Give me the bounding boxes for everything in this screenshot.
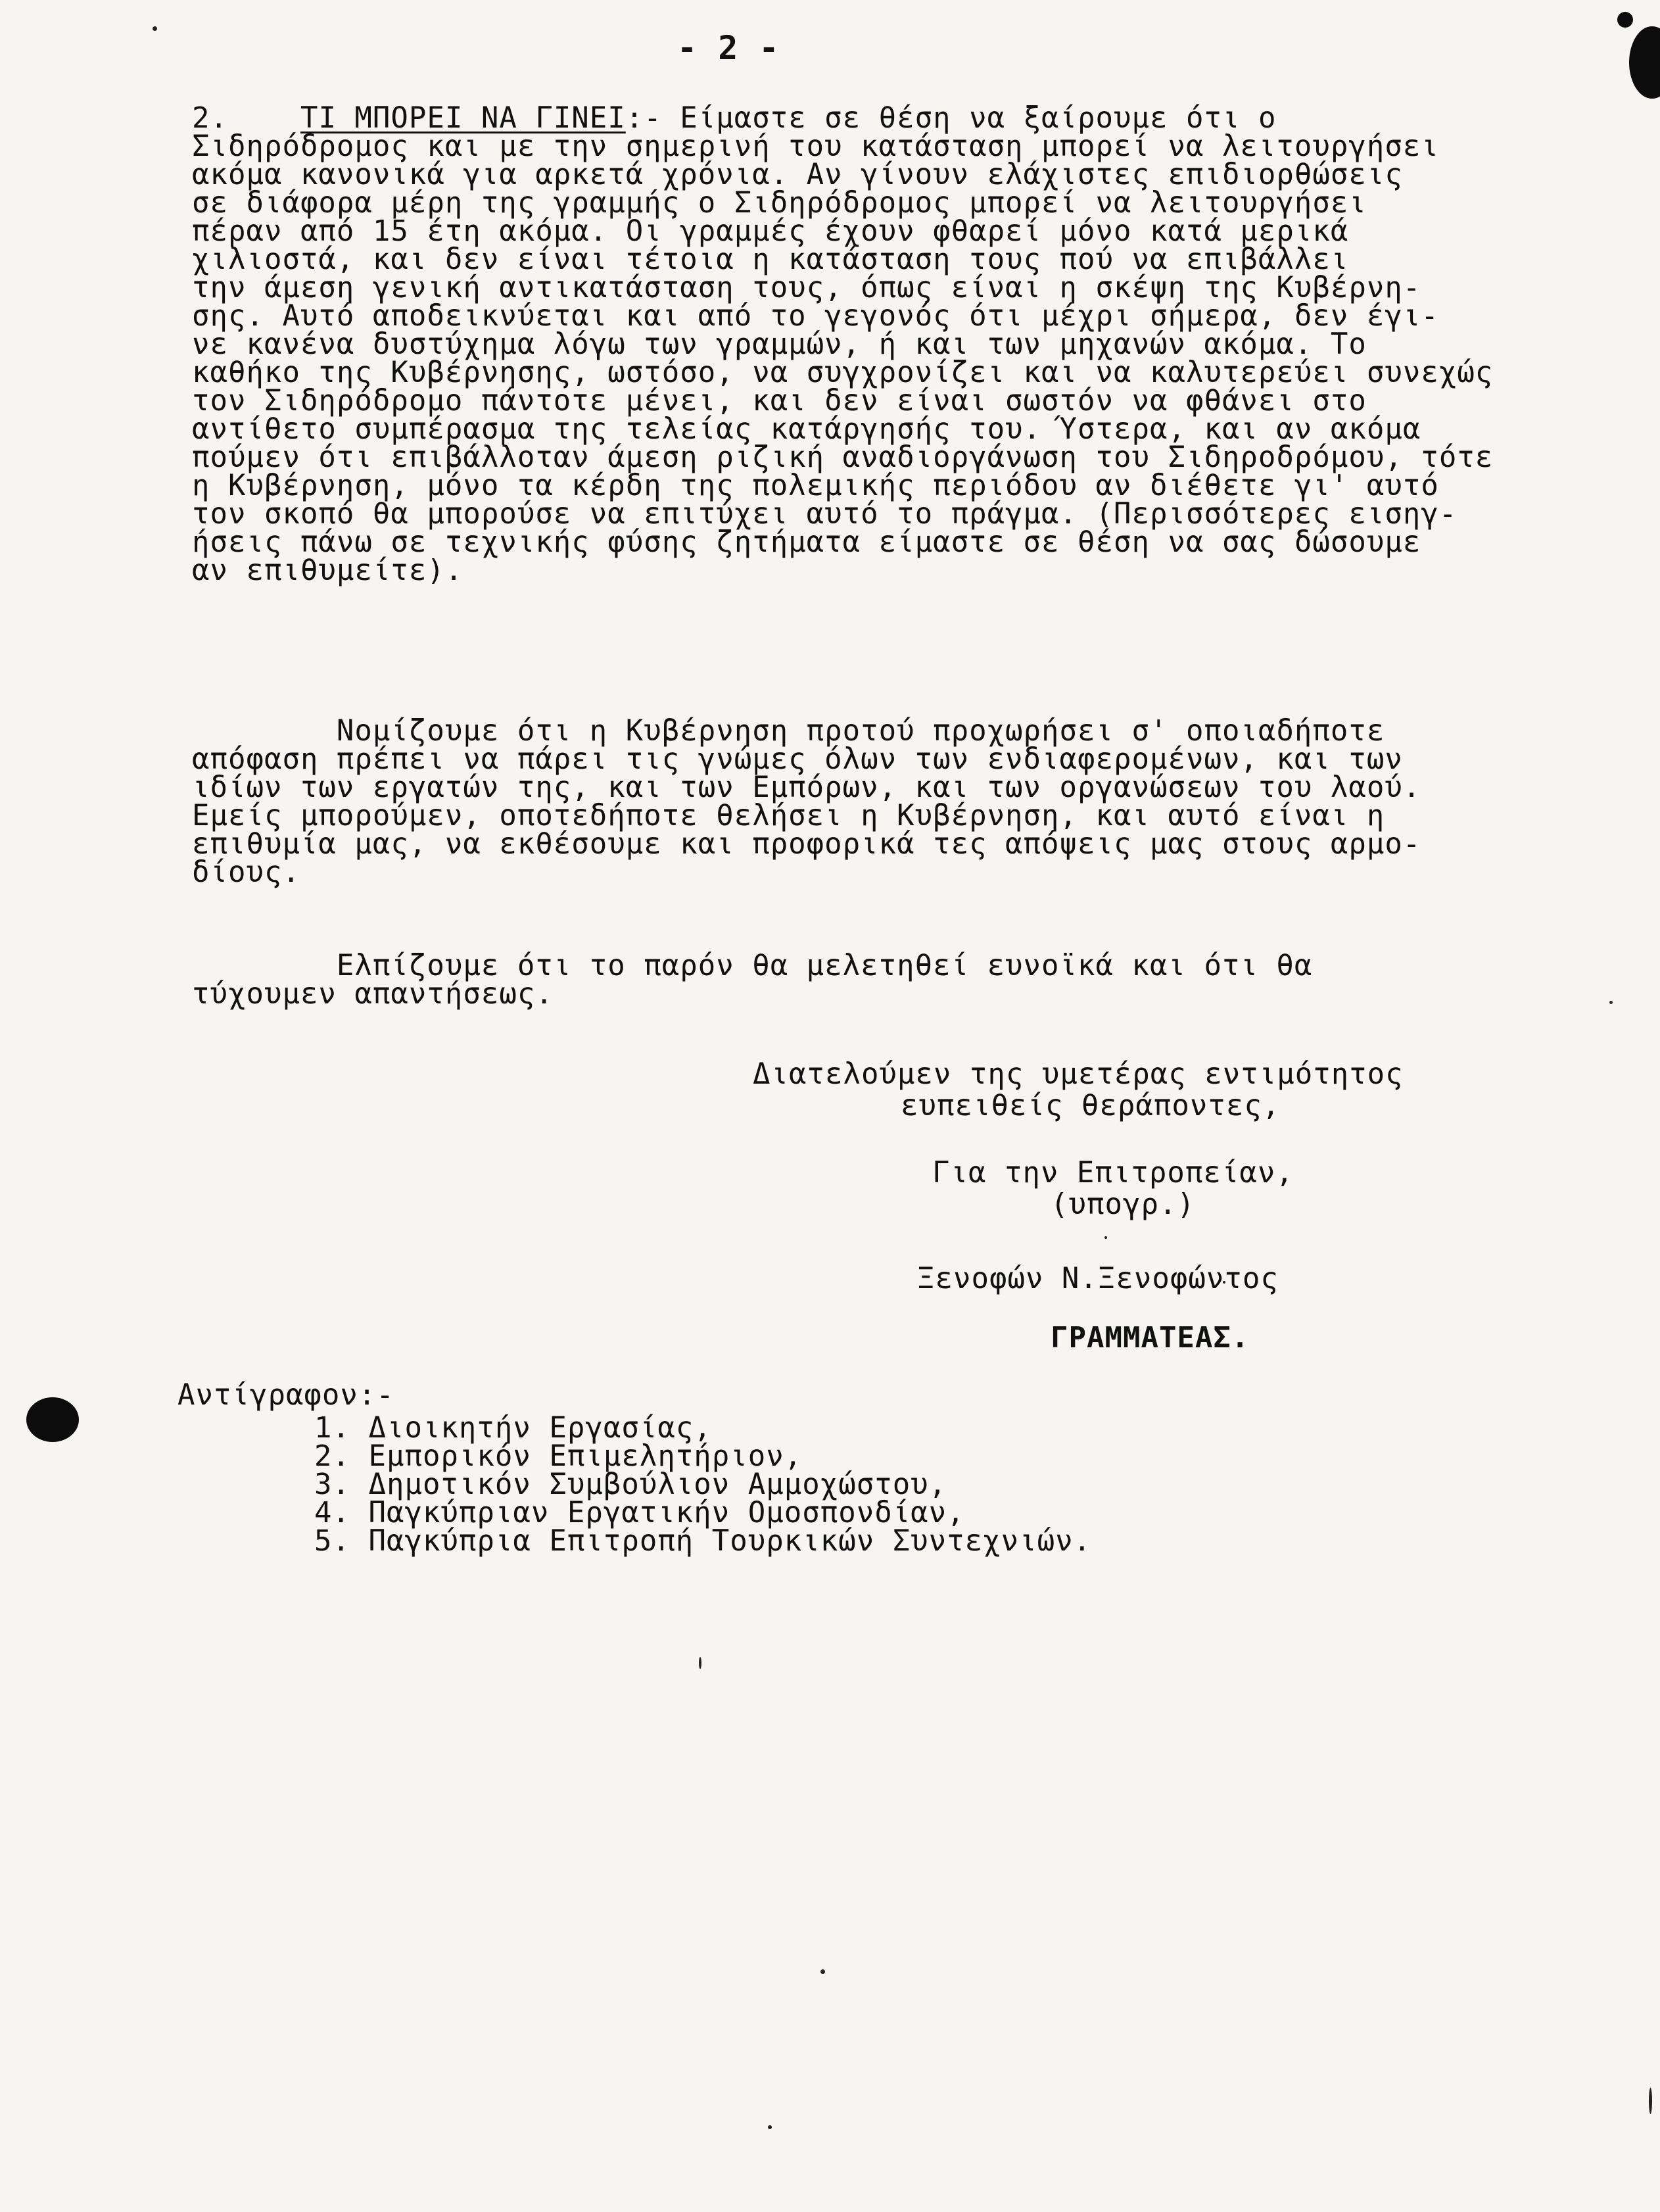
speck	[1649, 2088, 1652, 2114]
text-line: απόφαση πρέπει να πάρει τις γνώμες όλων των ενδιαφερομένων, και των	[192, 742, 1403, 776]
speck	[820, 1969, 825, 1974]
text-line: τύχουμεν απαντήσεως.	[192, 977, 554, 1011]
speck	[1104, 1236, 1107, 1239]
ink-blot-top-right	[1629, 26, 1660, 99]
text-line: ήσεις πάνω σε τεχνικής φύσης ζητήματα είμαστε σε θέση να σας δώσουμε	[192, 525, 1421, 559]
list-item: 4. Παγκύπριαν Εργατικήν Ομοσπονδίαν,	[314, 1496, 965, 1529]
text-line: τον σκοπό θα μπορούσε να επιτύχει αυτό το πράγμα. (Περισσότερες εισηγ-	[192, 497, 1458, 531]
speck	[153, 26, 157, 31]
text-line: επιθυμία μας, να εκθέσουμε και προφορικά τες απόψεις μας στους αρμο-	[192, 827, 1421, 861]
closing-salutation: Διατελούμεν της υμετέρας εντιμότητος	[753, 1057, 1404, 1091]
for-committee: Για την Επιτροπείαν,	[932, 1156, 1294, 1190]
text-line: πούμεν ότι επιβάλλοταν άμεση ριζική αναδιοργάνωση του Σιδηροδρόμου, τότε	[192, 441, 1494, 474]
paragraph-railway-outlook	[192, 101, 1605, 587]
text-line: :- Είμαστε σε θέση να ξαίρουμε ότι ο	[625, 101, 1277, 135]
text-line: αν επιθυμείτε).	[192, 554, 463, 587]
paragraph-first-line	[192, 101, 1605, 135]
ink-blot-top-right-small	[1617, 12, 1633, 28]
text-line: σε διάφορα μέρη της γραμμής ο Σιδηρόδρομος μπορεί να λειτουργήσει	[192, 186, 1367, 220]
text-line: χιλιοστά, και δεν είναι τέτοια η κατάσταση τους πού να επιβάλλει	[192, 243, 1349, 276]
text-line: Σιδηρόδρομος και με την σημερινή του κατάσταση μπορεί να λειτουργήσει	[192, 130, 1439, 163]
paragraph-hope	[192, 949, 1605, 1011]
text-line: την άμεση γενική αντικατάσταση τους, όπως είναι η σκέψη της Κυβέρνη-	[192, 271, 1421, 304]
text-line: Ελπίζουμε ότι το παρόν θα μελετηθεί ευνοϊκά και ότι θα	[192, 949, 1313, 982]
section-number: 2.	[192, 101, 300, 135]
copies-heading: Αντίγραφον:-	[178, 1378, 394, 1412]
text-line: η Κυβέρνηση, μόνο τα κέρδη της πολεμικής περιόδου αν διέθετε γι' αυτό	[192, 469, 1439, 502]
text-line: πέραν από 15 έτη ακόμα. Οι γραμμές έχουν φθαρεί μόνο κατά μερικά	[192, 214, 1349, 248]
signatory-name: Ξενοφών Ν.Ξενοφώντος	[917, 1262, 1279, 1295]
section-heading: ΤΙ ΜΠΟΡΕΙ ΝΑ ΓΙΝΕΙ	[300, 101, 626, 135]
speck	[1609, 1001, 1613, 1004]
text-line: Νομίζουμε ότι η Κυβέρνηση προτού προχωρήσει σ' οποιαδήποτε	[192, 714, 1385, 748]
list-item: 5. Παγκύπρια Επιτροπή Τουρκικών Συντεχνιών.	[314, 1524, 1092, 1558]
paragraph-consultation	[192, 714, 1605, 889]
list-item: 3. Δημοτικόν Συμβούλιον Αμμοχώστου,	[314, 1468, 947, 1501]
signatory-title: ΓΡΑΜΜΑΤΕΑΣ.	[1051, 1321, 1250, 1355]
closing-salutation-2: ευπειθείς θεράποντες,	[901, 1089, 1281, 1122]
list-item: 2. Εμπορικόν Επιμελητήριον,	[314, 1439, 803, 1473]
copies-list	[314, 1411, 1092, 1558]
text-line: τον Σιδηρόδρομο πάντοτε μένει, και δεν είναι σωστόν να φθάνει στο	[192, 384, 1367, 418]
text-line: ιδίων των εργατών της, και των Εμπόρων, και των οργανώσεων του λαού.	[192, 771, 1421, 804]
text-line: νε κανένα δυστύχημα λόγω των γραμμών, ή και των μηχανών ακόμα. Το	[192, 327, 1367, 361]
text-line: καθήκο της Κυβέρνησης, ωστόσο, να συγχρονίζει και να καλυτερεύει συνεχώς	[192, 356, 1494, 389]
hole-punch-mark	[26, 1397, 79, 1442]
list-item: 1. Διοικητήν Εργασίας,	[314, 1411, 712, 1445]
text-line: δίους.	[192, 855, 300, 889]
signed-note: (υπογρ.)	[1051, 1188, 1195, 1221]
text-line: ακόμα κανονικά για αρκετά χρόνια. Αν γίνουν ελάχιστες επιδιορθώσεις	[192, 158, 1403, 191]
page-number: - 2 -	[677, 29, 780, 67]
speck	[699, 1657, 701, 1669]
speck	[768, 2125, 772, 2129]
text-line: αντίθετο συμπέρασμα της τελείας κατάργησής του. Ύστερα, και αν ακόμα	[192, 412, 1421, 446]
text-line: σης. Αυτό αποδεικνύεται και από το γεγονός ότι μέχρι σήμερα, δεν έγι-	[192, 299, 1439, 333]
text-line: Εμείς μπορούμεν, οποτεδήποτε θελήσει η Κυβέρνηση, και αυτό είναι η	[192, 799, 1385, 832]
